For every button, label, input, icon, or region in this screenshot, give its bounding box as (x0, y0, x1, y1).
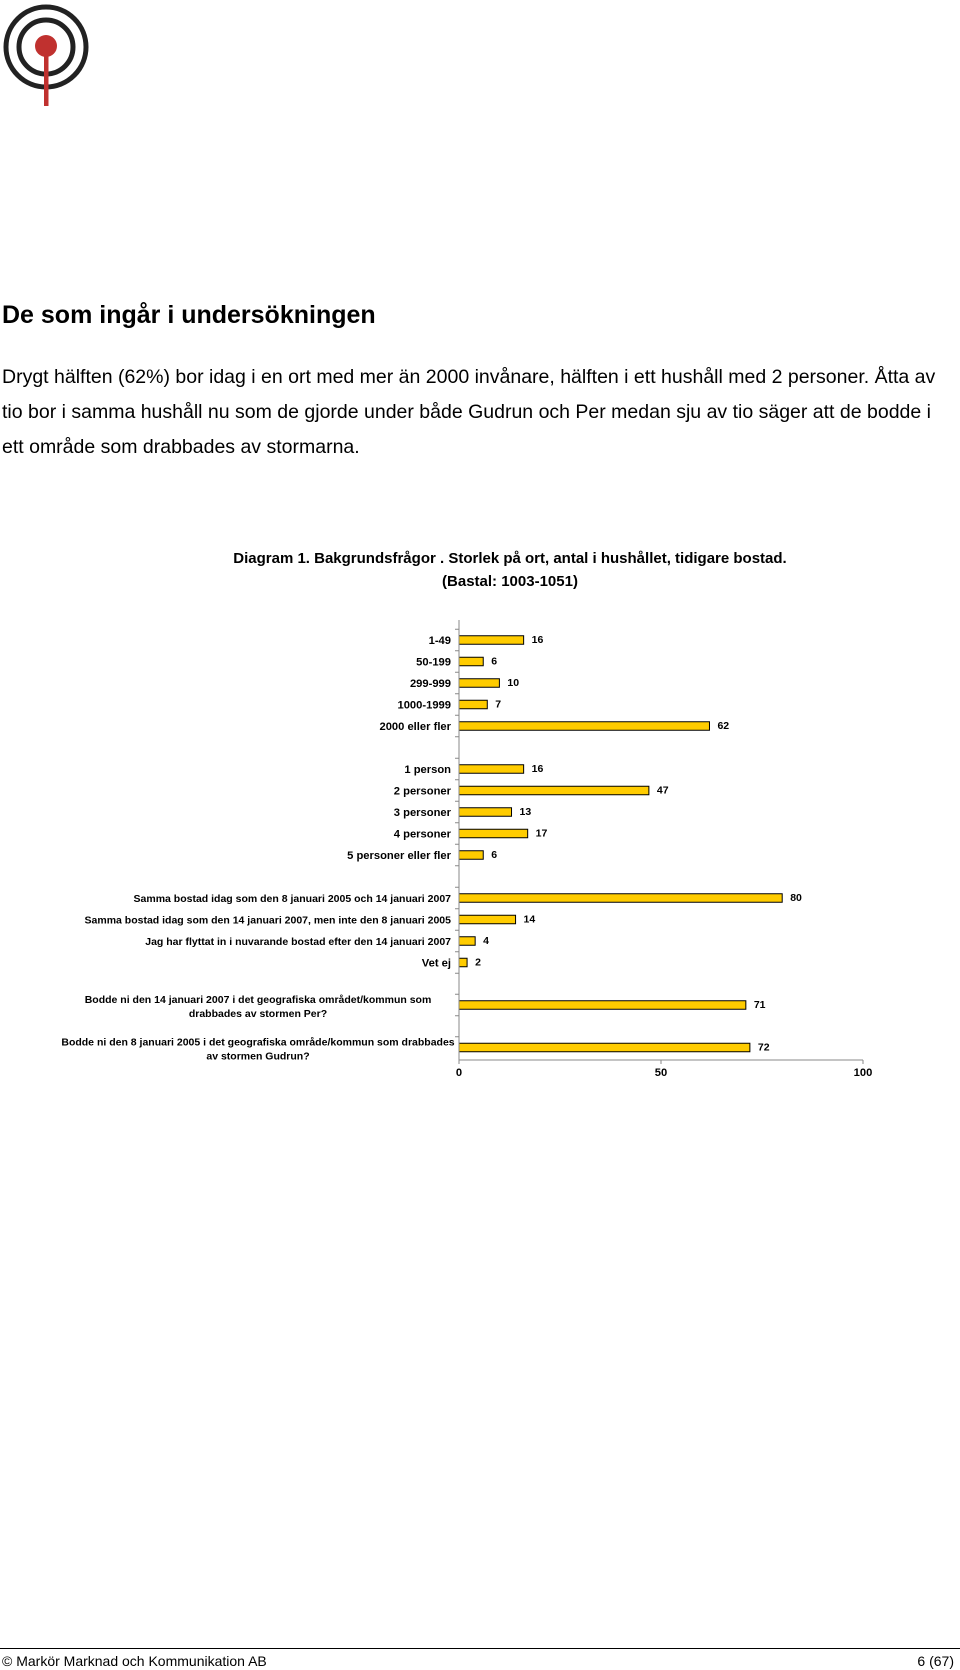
bar-value-label: 16 (531, 763, 544, 775)
logo-dot-icon (35, 35, 57, 57)
category-label: 1-49 (428, 635, 451, 647)
footer-page-number: 6 (67) (917, 1653, 954, 1669)
bar (459, 894, 782, 903)
category-label: 299-999 (409, 678, 451, 690)
x-tick-label: 0 (455, 1067, 463, 1079)
bar (459, 851, 483, 860)
bar (459, 722, 709, 731)
bar (459, 636, 524, 645)
page-heading: De som ingår i undersökningen (2, 301, 376, 329)
footer-copyright: © Markör Marknad och Kommunikation AB (2, 1653, 267, 1669)
category-label: 3 personer (393, 807, 451, 819)
bar (459, 808, 512, 817)
bar-value-label: 14 (523, 913, 536, 926)
bar-value-label: 80 (790, 892, 802, 904)
category-label: 1 person (404, 764, 451, 776)
logo-pin-icon (44, 50, 49, 106)
chart-subtitle: (Bastal: 1003-1051) (442, 573, 578, 590)
company-logo (0, 0, 100, 112)
bar-value-label: 6 (491, 655, 498, 668)
bar-value-label: 13 (519, 806, 532, 818)
bar (459, 786, 649, 795)
bar (459, 1001, 746, 1010)
x-tick-label: 50 (654, 1067, 668, 1079)
category-label: 5 personer eller fler (347, 850, 451, 862)
bar (459, 915, 516, 924)
category-label: Jag har flyttat in i nuvarande bostad efter den 14 januari 2007 (145, 936, 451, 948)
bar-value-label: 72 (757, 1041, 770, 1054)
bar (459, 679, 499, 688)
category-label: Samma bostad idag som den 14 januari 2007, men inte den 8 januari 2005 (84, 914, 451, 927)
category-label: Samma bostad idag som den 8 januari 2005 och 14 januari 2007 (133, 893, 451, 905)
category-label: drabbades av stormen Per? (188, 1008, 328, 1020)
bar-value-label: 17 (535, 827, 548, 840)
category-label: 2 personer (393, 785, 451, 798)
bar (459, 1043, 750, 1052)
x-tick-label: 100 (853, 1067, 873, 1079)
intro-paragraph: Drygt hälften (62%) bor idag i en ort med mer än 2000 invånare, hälften i ett hushåll med 2 personer. Åtta av tio bor i samma hushåll nu som de gjorde under både Gudrun och Per medan sju av tio säger att de bodde i ett område som drabbades av stormarna. (2, 366, 936, 458)
page-footer (0, 1648, 960, 1670)
category-label: av stormen Gudrun? (206, 1050, 310, 1063)
chart-title: Diagram 1. Bakgrundsfrågor . Storlek på ort, antal i hushållet, tidigare bostad. (233, 550, 787, 567)
bar (459, 829, 528, 838)
bar-value-label: 47 (656, 784, 669, 797)
category-label: Bodde ni den 14 januari 2007 i det geografiska området/kommun som (84, 994, 432, 1006)
bar-value-label: 71 (753, 999, 766, 1011)
bar-value-label: 16 (531, 634, 544, 646)
bar-value-label: 2 (475, 956, 481, 969)
bar-value-label: 7 (495, 698, 502, 711)
bar-value-label: 6 (491, 849, 498, 861)
bar (459, 765, 524, 774)
background-bar-chart (0, 620, 960, 1100)
category-label: 4 personer (393, 828, 451, 841)
bar-value-label: 4 (483, 935, 490, 947)
category-label: 2000 eller fler (379, 721, 451, 733)
bar (459, 958, 467, 967)
bar-value-label: 62 (717, 720, 730, 732)
category-label: 50-199 (416, 656, 451, 669)
bar (459, 657, 483, 666)
bar (459, 700, 487, 709)
bar-value-label: 10 (507, 677, 520, 689)
category-label: Bodde ni den 8 januari 2005 i det geografiska område/kommun som drabbades (61, 1036, 455, 1049)
category-label: Vet ej (421, 957, 451, 970)
category-label: 1000-1999 (397, 699, 451, 712)
bar (459, 937, 475, 946)
